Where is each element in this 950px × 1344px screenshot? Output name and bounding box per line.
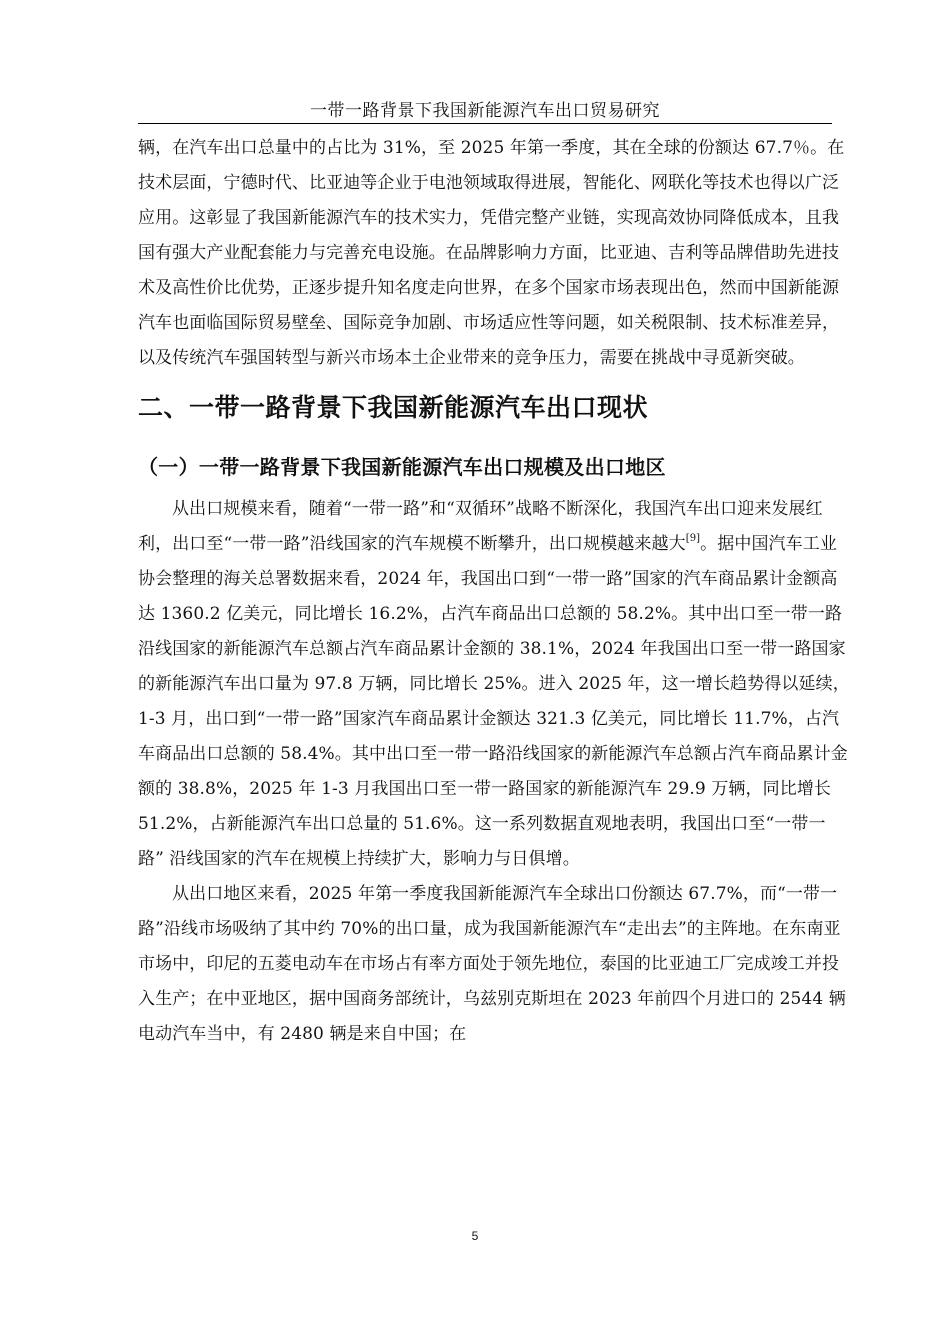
subsection-heading: （一）一带一路背景下我国新能源汽车出口规模及出口地区	[138, 455, 666, 479]
intro-paragraph: 辆，在汽车出口总量中的占比为 31%，至 2025 年第一季度，其在全球的份额达 67.7％。在技术层面，宁德时代、比亚迪等企业于电池领域取得进展，智能化、网联化等技术也得以广泛应用。这彰显了我国新能源汽车的技术实力，凭借完整产业链，实现高效协同降低成本，且我国有强大产业配套能力与完善充电设施。在品牌影响力方面，比亚迪、吉利等品牌借助先进技术及高性价比优势，正逐步提升知名度走向世界，在多个国家市场表现出色，然而中国新能源汽车也面临国际贸易壁垒、国际竞争加剧、市场适应性等问题，如关税限制、技术标准差异，以及传统汽车强国转型与新兴市场本土企业带来的竞争压力，需要在挑战中寻觅新突破。	[138, 138, 845, 368]
body-content	[138, 131, 850, 1052]
export-region-paragraph: 从出口地区来看，2025 年第一季度我国新能源汽车全球出口份额达 67.7%，而“一带一路”沿线市场吸纳了其中约 70%的出口量，成为我国新能源汽车“走出去”的主阵地。在东南亚市场中，印尼的五菱电动车在市场占有率方面处于领先地位，泰国的比亚迪工厂完成竣工并投入生产；在中亚地区，据中国商务部统计，乌兹别克斯坦在 2023 年前四个月进口的 2544 辆电动汽车当中，有 2480 辆是来自中国；在	[138, 884, 846, 1044]
export-scale-text-part1: 从出口规模来看，随着“一带一路”和“双循环”战略不断深化，我国汽车出口迎来发展红利，出口至“一带一路”沿线国家的汽车规模不断攀升，出口规模越来越大	[138, 499, 823, 554]
citation-marker: [9]	[685, 533, 701, 544]
header-rule	[138, 123, 832, 124]
page-number: 5	[471, 1229, 479, 1243]
export-scale-text-part2: 。据中国汽车工业协会整理的海关总署数据来看，2024 年，我国出口到“一带一路”国家的汽车商品累计金额高达 1360.2 亿美元，同比增长 16.2%，占汽车商品出口总额的 58.2%。其中出口至一带一路沿线国家的新能源汽车总额占汽车商品累计金额的 38.1%，2024 年我国出口至一带一路国家的新能源汽车出口量为 97.8 万辆，同比增长 25%。进入 2025 年，这一增长趋势得以延续，1-3 月，出口到“一带一路”国家汽车商品累计金额达 321.3 亿美元，同比增长 11.7%，占汽车商品出口总额的 58.4%。其中出口至一带一路沿线国家的新能源汽车总额占汽车商品累计金额的 38.8%，2025 年 1-3 月我国出口至一带一路国家的新能源汽车 29.9 万辆，同比增长 51.2%，占新能源汽车出口总量的 51.6%。这一系列数据直观地表明，我国出口至“一带一路” 沿线国家的汽车在规模上持续扩大，影响力与日俱增。	[138, 534, 850, 869]
export-scale-paragraph	[138, 492, 850, 877]
section-heading: 二、一带一路背景下我国新能源汽车出口现状	[138, 393, 649, 422]
running-header: 一带一路背景下我国新能源汽车出口贸易研究	[310, 101, 660, 121]
